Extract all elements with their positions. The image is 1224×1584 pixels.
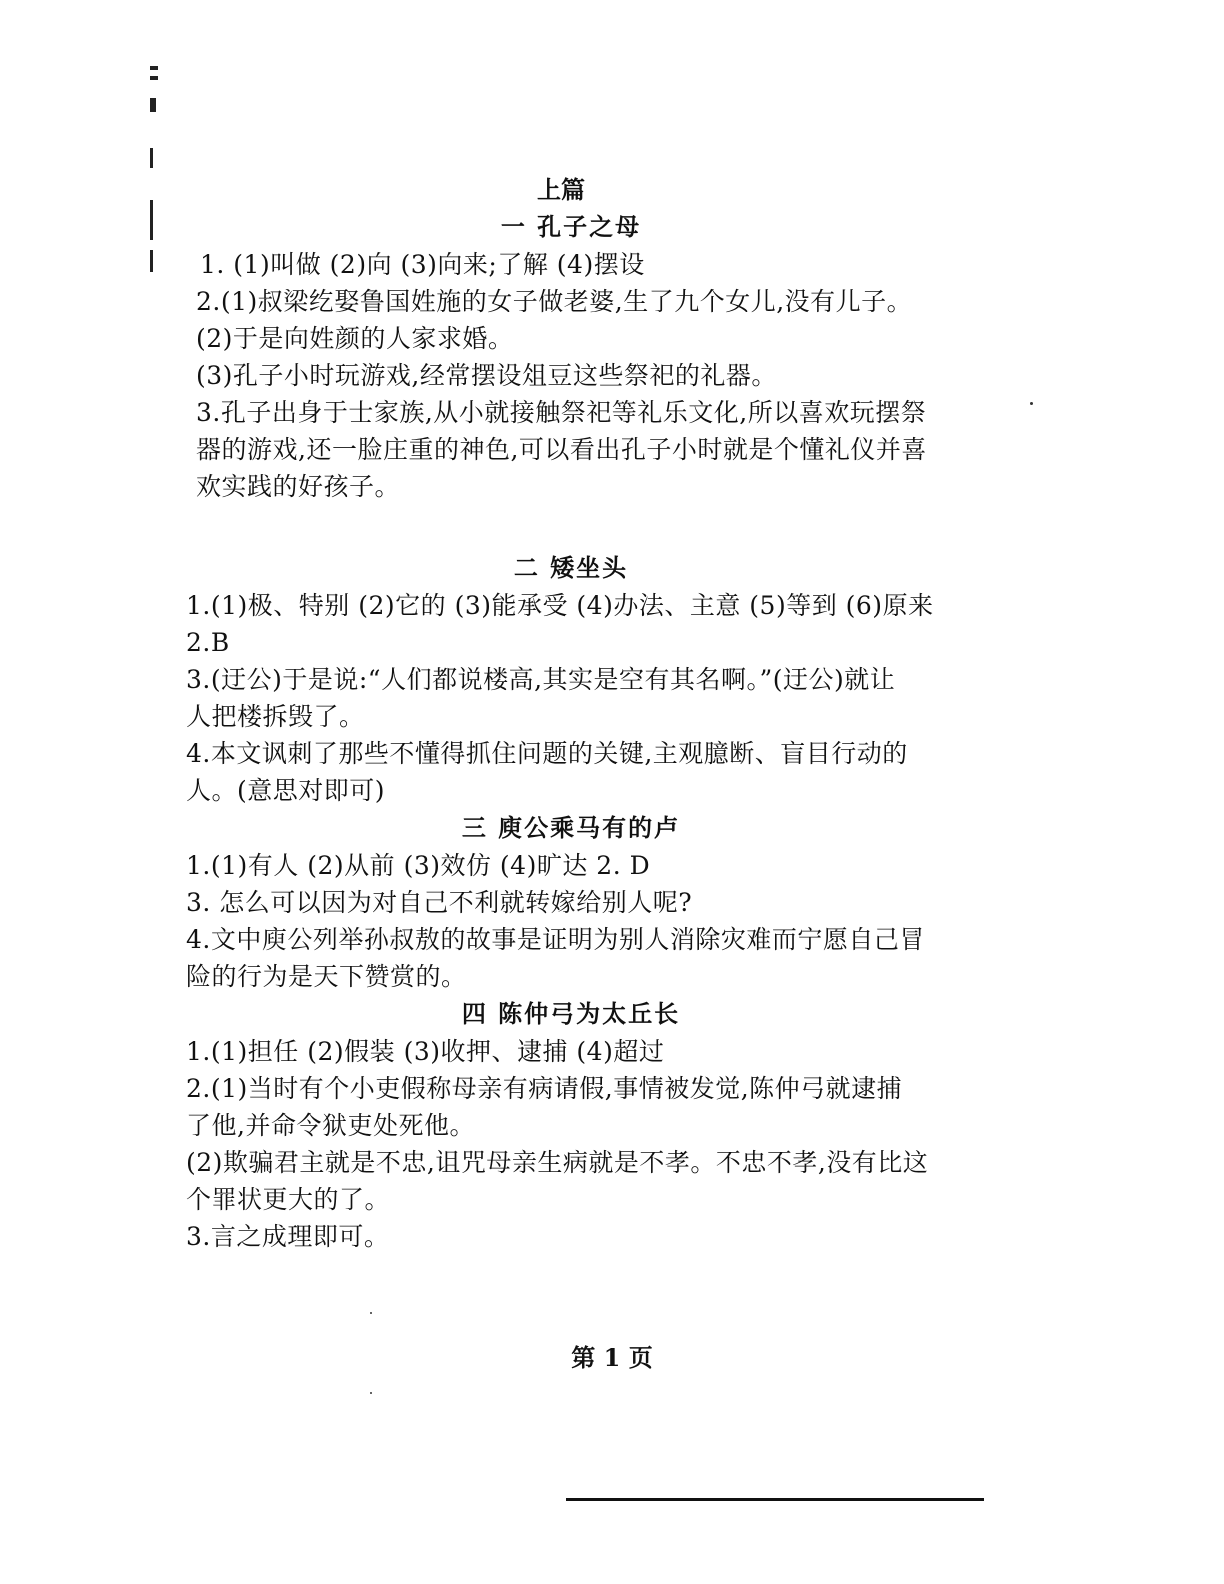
answer-line: 3.言之成理即可。 (186, 1222, 390, 1251)
answer-line: (2)欺骗君主就是不忠,诅咒母亲生病就是不孝。不忠不孝,没有比这 (186, 1148, 929, 1177)
answer-line: 2.(1)当时有个小吏假称母亲有病请假,事情被发觉,陈仲弓就逮捕 (186, 1074, 903, 1103)
answer-page (186, 172, 956, 1255)
answer-line: 险的行为是天下赞赏的。 (186, 962, 467, 991)
part-title: 上篇 (537, 175, 585, 204)
section-title: 三 庾公乘马有的卢 (461, 813, 681, 842)
scan-speck (370, 1312, 372, 1314)
answer-line: 4.文中庾公列举孙叔敖的故事是证明为别人消除灾难而宁愿自己冒 (186, 925, 925, 954)
answer-line: 1.(1)担任 (2)假装 (3)收押、逮捕 (4)超过 (186, 1037, 665, 1066)
answer-line: 3.孔子出身于士家族,从小就接触祭祀等礼乐文化,所以喜欢玩摆祭 (196, 398, 927, 427)
scan-speck (370, 1392, 372, 1394)
section-2 (186, 549, 956, 809)
answer-line: 1.(1)有人 (2)从前 (3)效仿 (4)旷达 2. D (186, 851, 651, 880)
section-title: 四 陈仲弓为太丘长 (461, 999, 681, 1028)
answer-line: 1. (1)叫做 (2)向 (3)向来;了解 (4)摆设 (200, 250, 645, 279)
footer-rule (566, 1498, 984, 1501)
scan-speck (1030, 402, 1033, 405)
answer-line: 1.(1)极、特别 (2)它的 (3)能承受 (4)办法、主意 (5)等到 (6)原来 (186, 591, 934, 620)
answer-line: 了他,并命令狱吏处死他。 (186, 1111, 475, 1140)
section-3 (186, 809, 956, 995)
answer-line: (3)孔子小时玩游戏,经常摆设俎豆这些祭祀的礼器。 (196, 361, 777, 390)
section-1 (186, 208, 956, 505)
answer-line: (2)于是向姓颜的人家求婚。 (196, 324, 514, 353)
answer-line: 器的游戏,还一脸庄重的神色,可以看出孔子小时就是个懂礼仪并喜 (196, 435, 927, 464)
answer-line: 人。(意思对即可) (186, 776, 386, 805)
page-number: 第 1 页 (571, 1343, 653, 1372)
answer-line: 3. 怎么可以因为对自己不利就转嫁给别人呢? (186, 888, 693, 917)
section-title: 二 矮坐头 (513, 553, 629, 582)
answer-line: 人把楼拆毁了。 (186, 702, 365, 731)
answer-line: 4.本文讽刺了那些不懂得抓住问题的关键,主观臆断、盲目行动的 (186, 739, 908, 768)
scan-margin-marks (148, 60, 162, 280)
section-4 (186, 995, 956, 1255)
answer-line: 3.(迂公)于是说:“人们都说楼高,其实是空有其名啊。”(迂公)就让 (186, 665, 896, 694)
answer-line: 个罪状更大的了。 (186, 1185, 391, 1214)
answer-line: 2.B (186, 628, 230, 657)
section-title: 一 孔子之母 (500, 212, 642, 241)
answer-line: 2.(1)叔梁纥娶鲁国姓施的女子做老婆,生了九个女儿,没有儿子。 (196, 287, 913, 316)
answer-line: 欢实践的好孩子。 (196, 472, 401, 501)
